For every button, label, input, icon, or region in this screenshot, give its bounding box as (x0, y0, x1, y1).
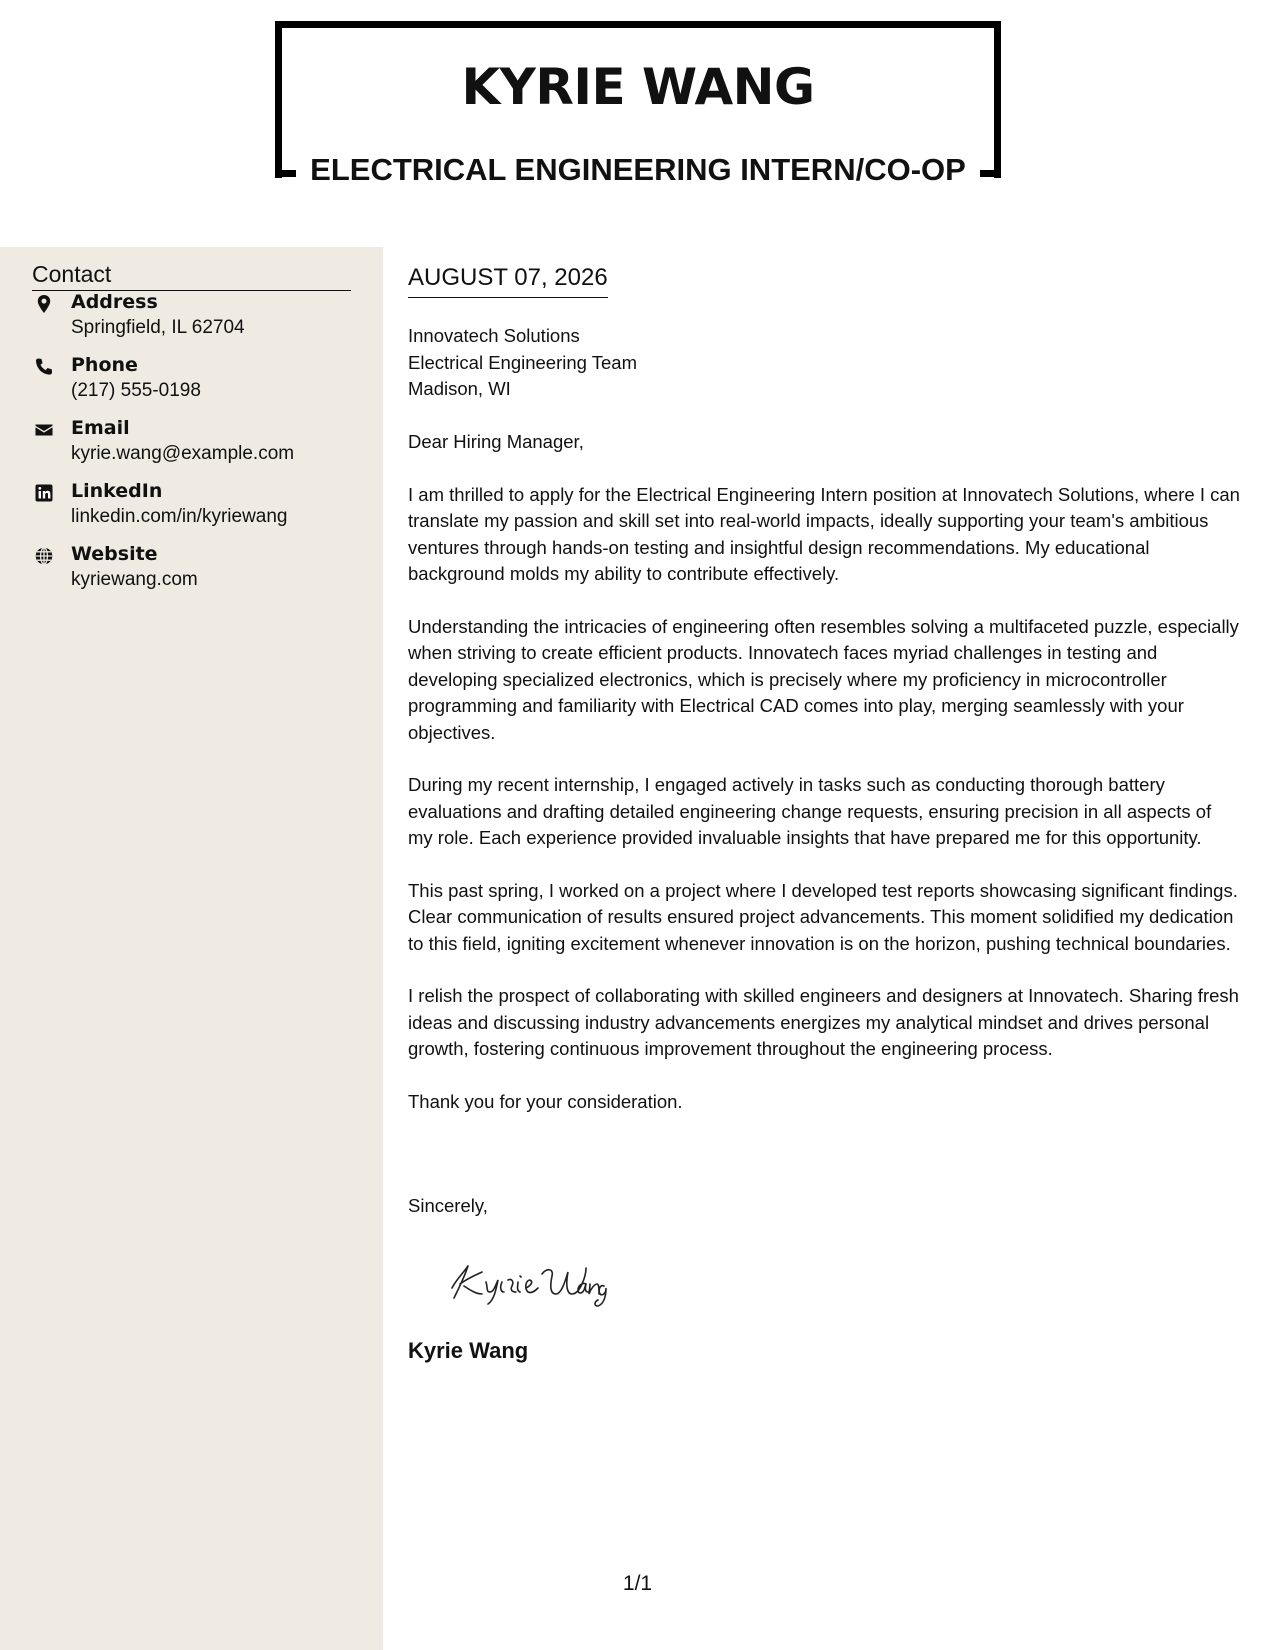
contact-label: Email (71, 417, 130, 439)
letter-body (408, 429, 1240, 1141)
recipient-block (408, 323, 637, 403)
contact-value: kyriewang.com (71, 569, 198, 590)
page-number: 1/1 (622, 1572, 653, 1595)
globe-icon (34, 546, 54, 566)
handwritten-signature (438, 1250, 648, 1310)
contact-label: Address (71, 291, 158, 313)
contact-label: Phone (71, 354, 138, 376)
letter-date: AUGUST 07, 2026 (408, 264, 608, 298)
body-paragraph: During my recent internship, I engaged actively in tasks such as conducting thorough battery evaluations and drafting detailed engineering change requests, ensuring precision in all aspects of my role. Each experience provided invaluable insights that have prepared me for this opportunity. (408, 774, 1212, 848)
linkedin-icon (34, 483, 54, 503)
signer-name: Kyrie Wang (408, 1338, 529, 1363)
salutation: Dear Hiring Manager, (408, 431, 584, 452)
contact-value: (217) 555-0198 (71, 380, 201, 401)
contact-label: Website (71, 543, 158, 565)
location-pin-icon (34, 294, 54, 314)
contact-heading: Contact (32, 261, 351, 291)
body-paragraph: I am thrilled to apply for the Electrical Engineering Intern position at Innovatech Solutions, where I can translate my passion and skill set into real-world impacts, ideally supporting your team's ambitious ventures through hands-on testing and insightful design recommendations. My educational background molds my ability to contribute effectively. (408, 483, 1240, 584)
body-paragraph: I relish the prospect of collaborating with skilled engineers and designers at Innovatech. Sharing fresh ideas and discussing industry advancements energizes my analytical mindset and drives personal growth, fostering continuous improvement throughout the engineering process. (408, 985, 1239, 1059)
contact-value: linkedin.com/in/kyriewang (71, 506, 288, 527)
job-title: ELECTRICAL ENGINEERING INTERN/CO-OP (310, 152, 966, 187)
candidate-name: KYRIE WANG (461, 58, 815, 116)
body-paragraph: This past spring, I worked on a project where I developed test reports showcasing significant findings. Clear communication of results ensured project advancements. This moment solidified my dedication to this field, igniting excitement whenever innovation is on the horizon, pushing technical boundaries. (408, 879, 1238, 954)
phone-icon (34, 357, 54, 377)
contact-value: Springfield, IL 62704 (71, 317, 245, 338)
envelope-icon (34, 420, 54, 440)
contact-label: LinkedIn (71, 480, 163, 502)
closing: Sincerely, (408, 1195, 488, 1216)
contact-value: kyrie.wang@example.com (71, 443, 295, 464)
recipient-location: Madison, WI (408, 378, 511, 399)
recipient-team: Electrical Engineering Team (408, 351, 637, 373)
body-paragraph: Understanding the intricacies of engineering often resembles solving a multifaceted puzzle, especially when striving to create efficient products. Innovatech faces myriad challenges in testing and developing specialized electronics, which is precisely where my proficiency in microcontroller programming and familiarity with Electrical CAD comes into play, merging seamlessly with your objectives. (408, 615, 1239, 743)
thanks-line: Thank you for your consideration. (408, 1090, 683, 1112)
recipient-company: Innovatech Solutions (408, 325, 580, 346)
